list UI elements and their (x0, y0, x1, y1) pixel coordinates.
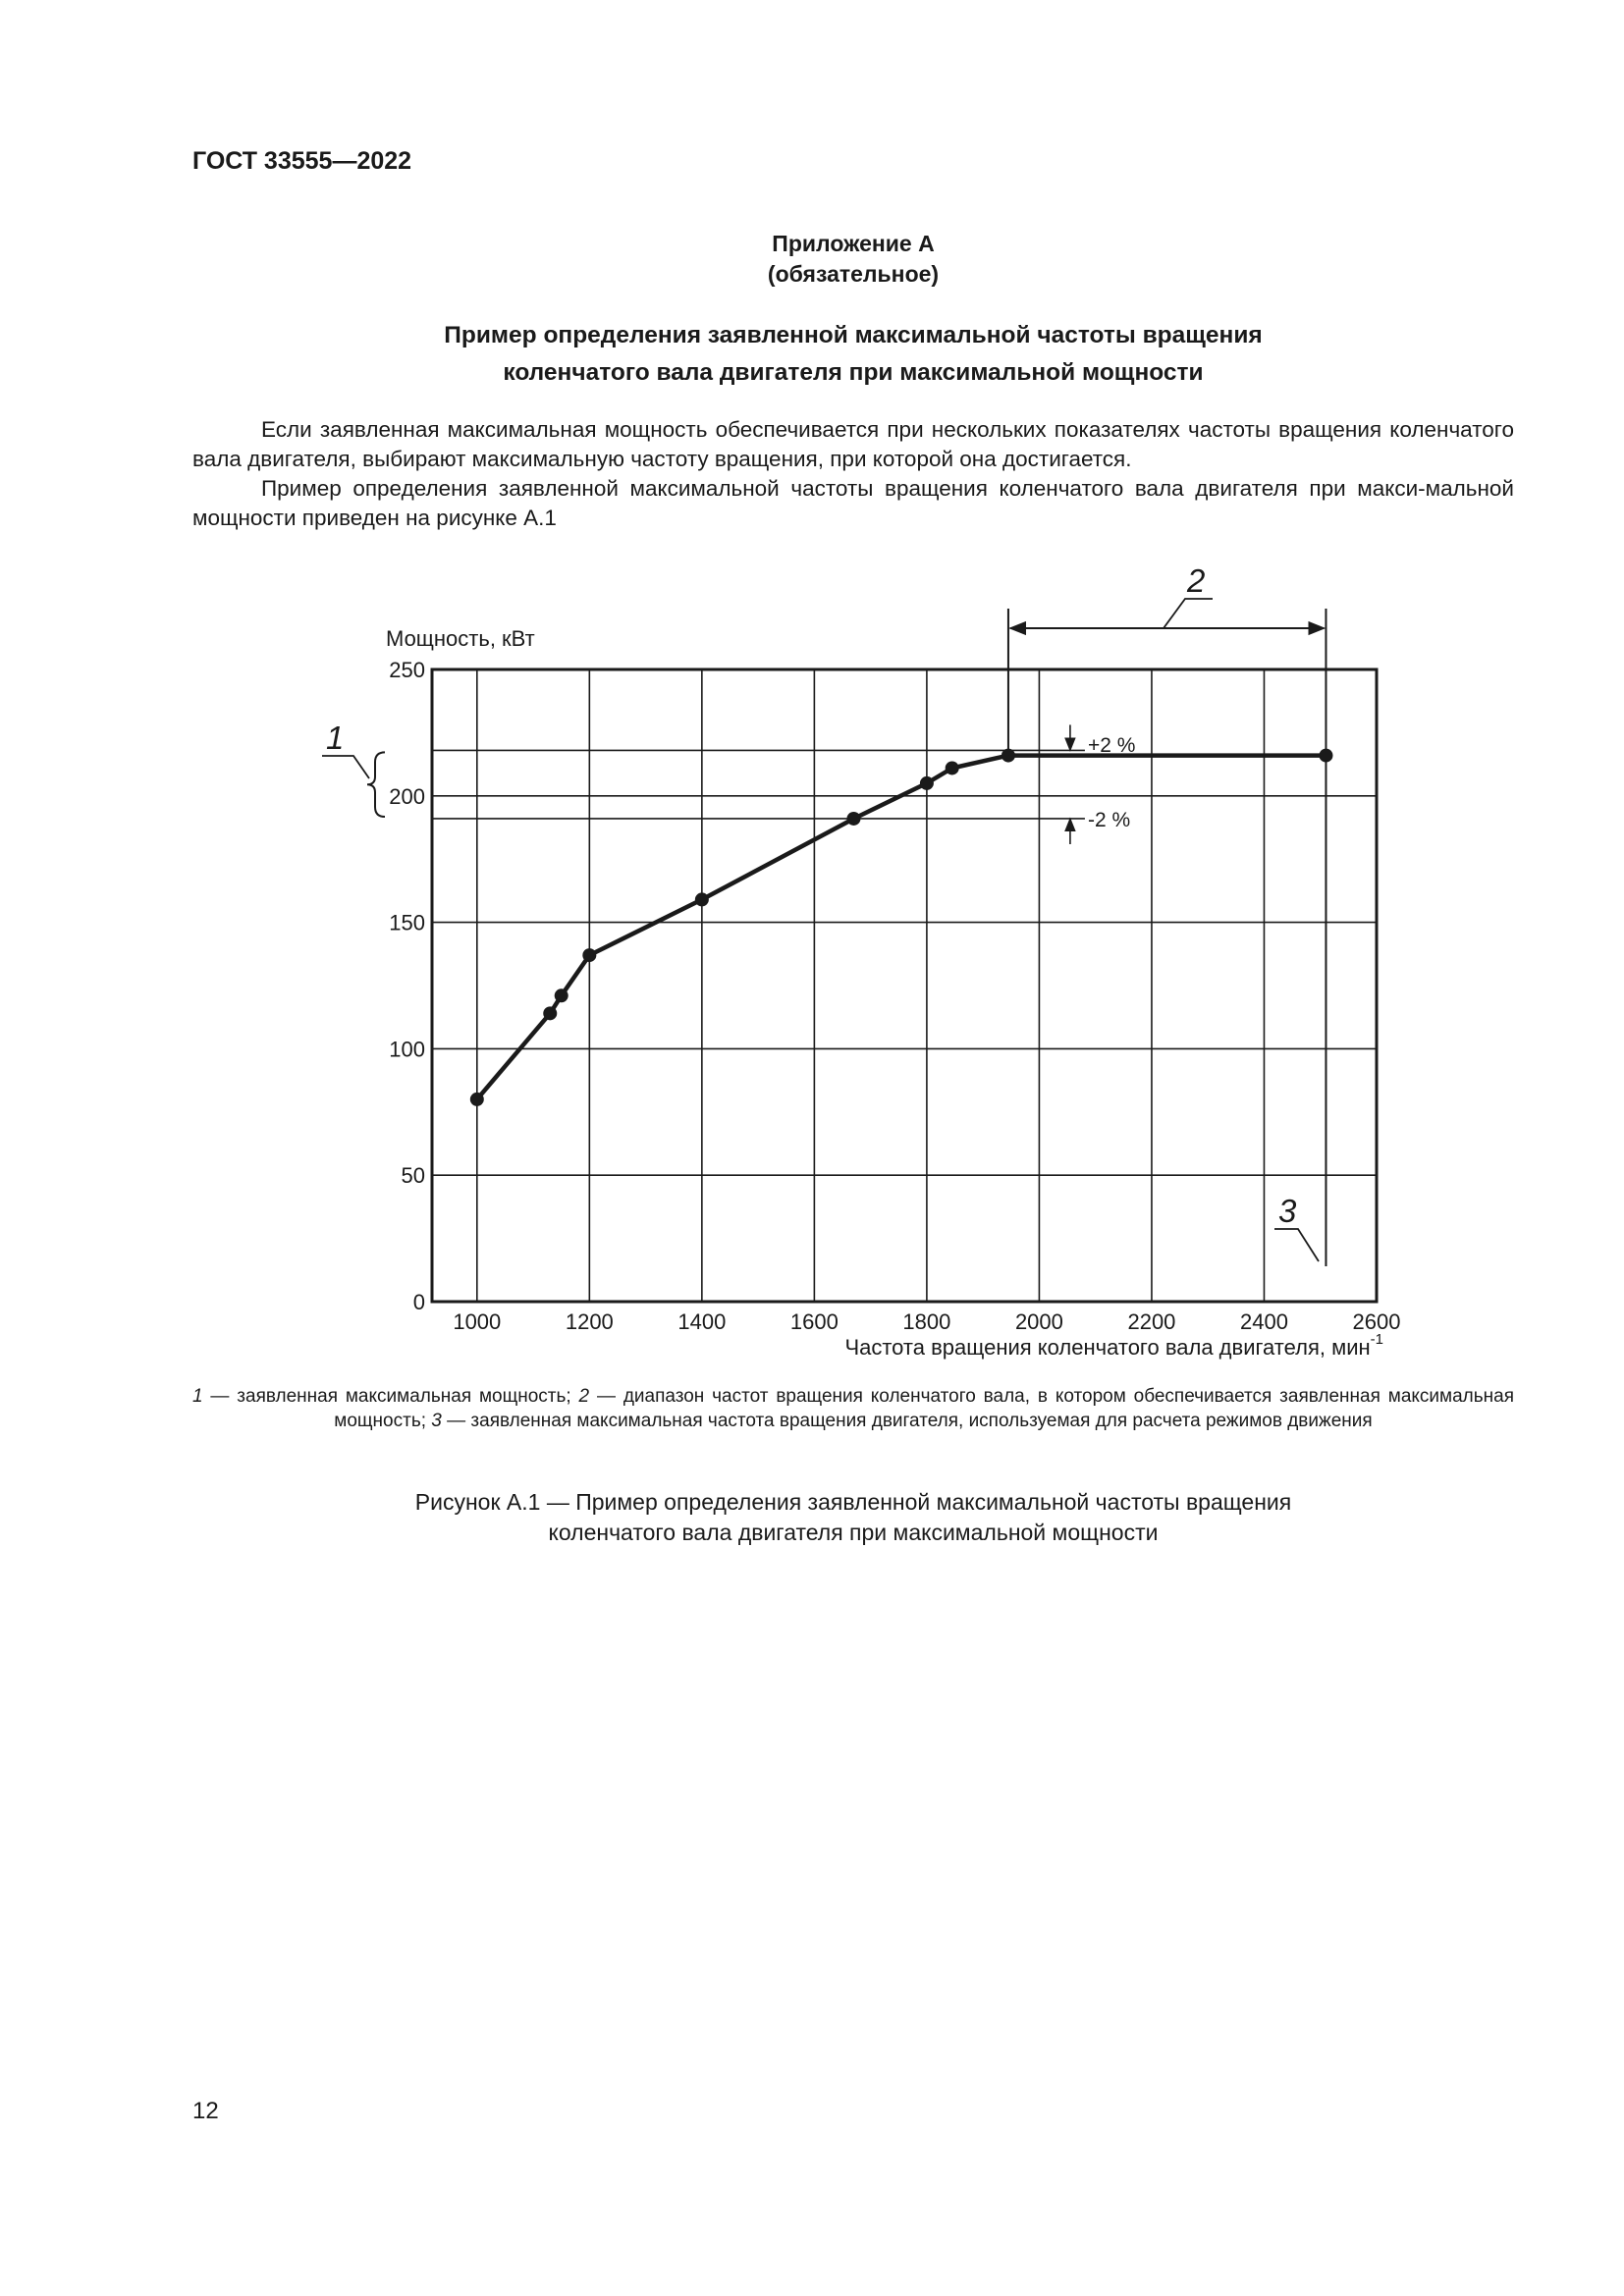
x-axis-label-unit-exponent: -1 (1370, 1331, 1383, 1348)
x-tick-label-1600: 1600 (789, 1309, 839, 1334)
appendix-status: (обязательное) (767, 261, 940, 287)
data-point-6 (846, 812, 860, 826)
legend-text-1: — заявленная максимальная мощность; (202, 1386, 579, 1407)
data-point-1 (470, 1093, 484, 1106)
y-tick-label-200: 200 (389, 783, 425, 809)
series-power (470, 749, 1333, 1106)
figure-caption-line1: Рисунок А.1 — Пример определения заявленной максимальной частоты вращения (414, 1489, 1292, 1515)
data-point-3 (555, 988, 568, 1002)
series-line (477, 756, 1326, 1099)
callout-2-leader (1164, 599, 1213, 628)
callout-1-leader (322, 756, 369, 778)
data-point-5 (695, 892, 709, 906)
legend-number-1: 1 (192, 1386, 203, 1407)
x-tick-label-2600: 2600 (1352, 1309, 1401, 1334)
y-tick-label-0: 0 (412, 1290, 425, 1314)
data-point-8 (946, 761, 959, 774)
legend-text-3: — заявленная максимальная частота вращения двигателя, используемая для расчета режимов движения (441, 1411, 1373, 1431)
tolerance-band (432, 724, 1085, 844)
page-number: 12 (192, 2098, 219, 2124)
figure-legend (192, 1384, 1514, 1433)
y-axis-label: Мощность, кВт (386, 626, 535, 651)
x-tick-label-2200: 2200 (1127, 1309, 1176, 1334)
paragraph-2: Пример определения заявленной максимальной частоты вращения коленчатого вала двигателя при макси-мальной мощности приведен на рисунке А.1 (192, 476, 1514, 530)
figure-caption (192, 1487, 1514, 1548)
callout-1-brace (367, 752, 385, 817)
grid-lines (432, 669, 1377, 1302)
callout-2-label: 2 (1187, 562, 1206, 599)
y-tick-label-100: 100 (389, 1037, 425, 1062)
data-point-2 (543, 1006, 557, 1020)
x-axis-label (844, 1331, 1383, 1360)
plot-frame (432, 669, 1377, 1302)
x-tick-label-2400: 2400 (1239, 1309, 1288, 1334)
x-axis-label-text: Частота вращения коленчатого вала двигателя, мин (844, 1335, 1371, 1360)
legend-text-2: — диапазон частот вращения коленчатого вала, в котором обеспечивается заявленная максимальная мощность; (334, 1386, 1514, 1431)
data-point-4 (582, 948, 596, 962)
y-tick-label-50: 50 (401, 1163, 425, 1189)
paragraph-1: Если заявленная максимальная мощность обеспечивается при нескольких показателях частоты вращения коленчатого вала двигателя, выбирают максимальную частоту вращения, при которой она достигается. (192, 417, 1514, 471)
tick-labels (389, 658, 1400, 1334)
x-tick-label-2000: 2000 (1014, 1309, 1063, 1334)
section-title-line1: Пример определения заявленной максимальной частоты вращения (444, 322, 1263, 348)
callout-1-label: 1 (326, 720, 345, 756)
legend-number-2: 2 (578, 1386, 590, 1407)
callout-3-label: 3 (1278, 1193, 1297, 1229)
y-tick-label-250: 250 (389, 658, 425, 682)
y-tick-label-150: 150 (389, 910, 425, 935)
legend-number-3: 3 (431, 1411, 442, 1431)
tolerance-lower-label: -2 % (1088, 809, 1131, 831)
x-tick-label-1800: 1800 (902, 1309, 951, 1334)
appendix-title: Приложение А (772, 231, 935, 256)
data-point-7 (920, 776, 934, 790)
annotations (322, 599, 1326, 1266)
document-header: ГОСТ 33555—2022 (192, 147, 412, 175)
x-tick-label-1200: 1200 (565, 1309, 614, 1334)
section-title-line2: коленчатого вала двигателя при максимальной мощности (503, 359, 1204, 386)
x-tick-label-1000: 1000 (453, 1309, 502, 1334)
x-tick-label-1400: 1400 (677, 1309, 727, 1334)
figure-caption-line2: коленчатого вала двигателя при максимальной мощности (548, 1520, 1159, 1545)
callout-3-leader (1274, 1229, 1319, 1261)
tolerance-upper-label: +2 % (1088, 734, 1136, 757)
